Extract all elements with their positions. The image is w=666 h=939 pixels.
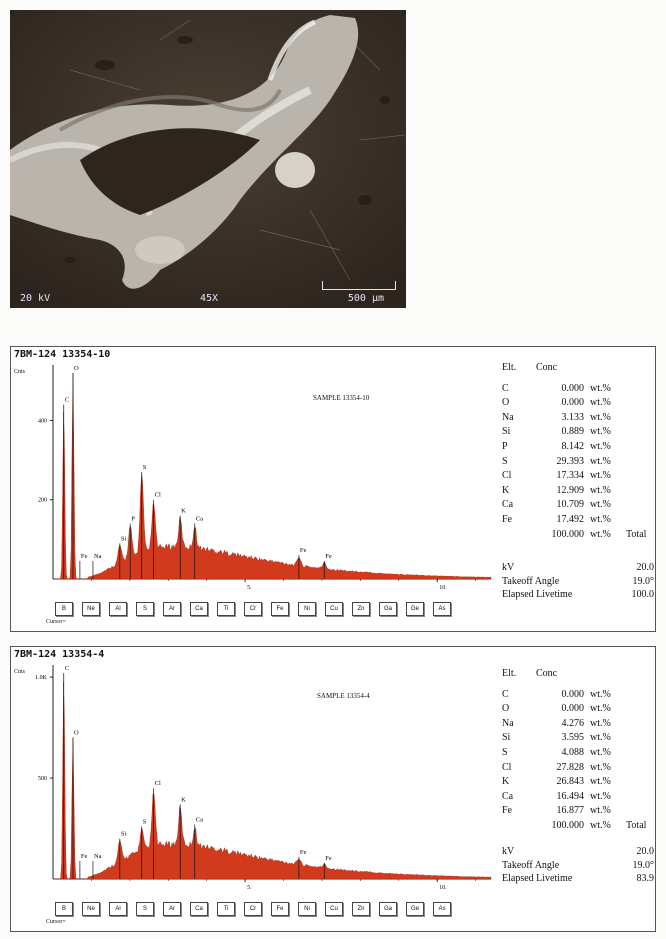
elt-header: Elt. — [502, 668, 517, 679]
eds-spectrum-chart — [11, 647, 501, 907]
conc-unit: wt.% — [590, 717, 611, 729]
table-row — [502, 702, 652, 717]
peak-label-c: C — [64, 665, 70, 673]
peak-label-na: Na — [93, 553, 102, 560]
param-value: 83.9 — [636, 873, 654, 884]
conc-unit: wt.% — [590, 688, 611, 700]
conc-value: 3.133 — [561, 411, 584, 423]
conc-unit: wt.% — [590, 776, 611, 788]
total-conc: 100.000 — [551, 819, 584, 831]
elt-header: Elt. — [502, 362, 517, 373]
element-button-zn[interactable]: Zn — [352, 902, 370, 916]
element-button-fe[interactable]: Fe — [271, 602, 289, 616]
element-symbol: C — [502, 688, 509, 700]
spectrum-fill — [53, 373, 491, 579]
table-header — [502, 361, 652, 376]
param-value: 20.0 — [636, 846, 654, 857]
conc-value: 17.492 — [556, 513, 584, 525]
cursor-readout: Cursor= — [46, 619, 66, 625]
element-button-ga[interactable]: Ga — [379, 902, 397, 916]
peak-label-fe: Fe — [299, 547, 307, 555]
y-tick-label: 500 — [38, 776, 47, 783]
element-button-ti[interactable]: Ti — [217, 902, 235, 916]
total-row — [502, 819, 652, 834]
element-button-cu[interactable]: Cu — [325, 602, 343, 616]
element-button-ge[interactable]: Ge — [406, 602, 424, 616]
eds-panel-1 — [10, 346, 656, 632]
peak-label-c: C — [64, 396, 70, 404]
conc-value: 4.276 — [561, 717, 584, 729]
param-value: 100.0 — [631, 589, 654, 600]
element-symbol: C — [502, 382, 509, 394]
total-label: Total — [626, 528, 647, 540]
conc-unit: wt.% — [590, 790, 611, 802]
peak-label-k: K — [181, 507, 186, 515]
spectrum-fill — [53, 682, 491, 879]
param-value: 20.0 — [636, 562, 654, 573]
element-button-as[interactable]: As — [433, 902, 451, 916]
table-row — [502, 455, 652, 470]
table-row — [502, 513, 652, 528]
element-symbol: P — [502, 440, 508, 452]
table-row — [502, 382, 652, 397]
x-tick-label: 10. — [439, 885, 447, 891]
table-row — [502, 731, 652, 746]
element-button-b[interactable]: B — [55, 602, 73, 616]
element-symbol: S — [502, 746, 508, 758]
conc-value: 27.828 — [556, 761, 584, 773]
conc-unit: wt.% — [590, 470, 611, 482]
element-symbol: S — [502, 455, 508, 467]
param-row — [502, 561, 654, 575]
element-button-ne[interactable]: Ne — [82, 902, 100, 916]
conc-unit: wt.% — [590, 426, 611, 438]
magnification-label: 45X — [200, 293, 219, 304]
sample-label: SAMPLE 13354-10 — [313, 394, 370, 402]
element-symbol: Cl — [502, 761, 512, 773]
x-tick-label: 10. — [439, 585, 447, 591]
peak-label-cl: Cl — [154, 780, 161, 788]
conc-header: Conc — [536, 668, 558, 679]
peak-label-si: Si — [120, 535, 127, 543]
conc-value: 0.889 — [561, 426, 584, 438]
element-symbol: Ca — [502, 499, 514, 511]
conc-value: 16.494 — [556, 790, 584, 802]
table-row — [502, 761, 652, 776]
scale-bar-label: 500 µm — [347, 293, 384, 304]
param-label: Takeoff Angle — [502, 859, 560, 871]
element-button-ar[interactable]: Ar — [163, 602, 181, 616]
element-button-ge[interactable]: Ge — [406, 902, 424, 916]
peak-label-cl: Cl — [154, 491, 161, 499]
conc-unit: wt.% — [590, 513, 611, 525]
total-row — [502, 528, 652, 543]
conc-value: 0.000 — [561, 382, 584, 394]
peak-label-o: O — [73, 729, 79, 737]
element-button-al[interactable]: Al — [109, 902, 127, 916]
acquisition-params — [502, 845, 654, 886]
sample-label: SAMPLE 13354-4 — [317, 692, 370, 700]
conc-value: 0.000 — [561, 688, 584, 700]
peak-label-si: Si — [120, 830, 127, 838]
y-axis-label: Cnts — [14, 369, 26, 375]
conc-value: 0.000 — [561, 397, 584, 409]
conc-value: 8.142 — [561, 440, 584, 452]
cursor-readout: Cursor= — [46, 919, 66, 925]
element-button-fe[interactable]: Fe — [271, 902, 289, 916]
conc-unit: wt.% — [590, 411, 611, 423]
element-symbol: Si — [502, 732, 511, 744]
element-button-cr[interactable]: Cr — [244, 602, 262, 616]
param-row — [502, 575, 654, 589]
y-tick-label: 400 — [38, 418, 47, 425]
param-row — [502, 859, 654, 873]
peak-label-fe: Fe — [80, 853, 88, 860]
table-row — [502, 411, 652, 426]
peak-label-k: K — [181, 796, 186, 804]
conc-unit: wt.% — [590, 382, 611, 394]
table-header — [502, 667, 652, 682]
peak-label-fe: Fe — [299, 848, 307, 856]
total-conc: 100.000 — [551, 528, 584, 540]
conc-unit: wt.% — [590, 805, 611, 817]
peak-label-ca: Ca — [195, 515, 204, 523]
conc-value: 3.595 — [561, 732, 584, 744]
element-symbol: Fe — [502, 805, 512, 817]
element-symbol: Fe — [502, 513, 512, 525]
acquisition-params — [502, 561, 654, 602]
element-button-cu[interactable]: Cu — [325, 902, 343, 916]
conc-unit: wt.% — [590, 746, 611, 758]
table-row — [502, 396, 652, 411]
param-label: Elapsed Livetime — [502, 589, 573, 600]
param-row — [502, 588, 654, 602]
x-tick-label: 5. — [247, 585, 252, 591]
conc-unit: wt.% — [590, 440, 611, 452]
conc-value: 0.000 — [561, 703, 584, 715]
conc-unit: wt.% — [590, 703, 611, 715]
element-button-zn[interactable]: Zn — [352, 602, 370, 616]
conc-unit: wt.% — [590, 484, 611, 496]
table-row — [502, 440, 652, 455]
element-button-ti[interactable]: Ti — [217, 602, 235, 616]
eds-panel-2 — [10, 646, 656, 932]
peak-label-s: S — [142, 464, 147, 471]
conc-unit: wt.% — [590, 499, 611, 511]
conc-value: 29.393 — [556, 455, 584, 467]
peak-label-o: O — [73, 364, 79, 372]
total-unit: wt.% — [590, 819, 611, 831]
total-label: Total — [626, 819, 647, 831]
conc-value: 17.334 — [556, 470, 584, 482]
table-row — [502, 804, 652, 819]
conc-value: 16.877 — [556, 805, 584, 817]
sem-micrograph — [10, 10, 406, 308]
element-button-ni[interactable]: Ni — [298, 602, 316, 616]
element-symbol: Na — [502, 411, 514, 423]
param-value: 19.0° — [632, 859, 654, 871]
element-symbol: K — [502, 484, 510, 496]
element-button-ga[interactable]: Ga — [379, 602, 397, 616]
element-button-al[interactable]: Al — [109, 602, 127, 616]
table-row — [502, 484, 652, 499]
concentration-table — [502, 361, 652, 542]
eds-spectrum-chart — [11, 347, 501, 607]
element-button-b[interactable]: B — [55, 902, 73, 916]
peak-label-p: P — [131, 515, 135, 523]
conc-value: 4.088 — [561, 746, 584, 758]
conc-value: 26.843 — [556, 776, 584, 788]
y-axis-label: Cnts — [14, 669, 26, 675]
conc-unit: wt.% — [590, 455, 611, 467]
scale-bar — [322, 281, 396, 290]
element-button-cr[interactable]: Cr — [244, 902, 262, 916]
param-row — [502, 872, 654, 886]
conc-unit: wt.% — [590, 732, 611, 744]
table-row — [502, 790, 652, 805]
conc-value: 12.909 — [556, 484, 584, 496]
panel-title: 7BM-124 13354-4 — [14, 649, 105, 660]
element-button-as[interactable]: As — [433, 602, 451, 616]
element-symbol: Si — [502, 426, 511, 438]
peak-label-s: S — [142, 818, 147, 826]
table-row — [502, 775, 652, 790]
element-button-ni[interactable]: Ni — [298, 902, 316, 916]
fiber-image — [10, 10, 406, 308]
table-row — [502, 425, 652, 440]
conc-value: 10.709 — [556, 499, 584, 511]
element-symbol: K — [502, 776, 510, 788]
conc-unit: wt.% — [590, 761, 611, 773]
peak-label-fe: Fe — [325, 854, 332, 862]
table-row — [502, 746, 652, 761]
element-symbol: Na — [502, 717, 514, 729]
element-button-bar — [55, 602, 460, 616]
table-row — [502, 469, 652, 484]
table-row — [502, 717, 652, 732]
element-button-ar[interactable]: Ar — [163, 902, 181, 916]
total-unit: wt.% — [590, 528, 611, 540]
param-label: kV — [502, 562, 515, 573]
peak-label-fe: Fe — [325, 553, 332, 561]
element-button-ne[interactable]: Ne — [82, 602, 100, 616]
conc-unit: wt.% — [590, 397, 611, 409]
param-row — [502, 845, 654, 859]
voltage-label: 20 kV — [20, 293, 51, 304]
param-label: kV — [502, 846, 515, 857]
peak-label-na: Na — [93, 853, 102, 860]
element-button-ca[interactable]: Ca — [190, 602, 208, 616]
element-button-bar — [55, 902, 460, 916]
element-button-s[interactable]: S — [136, 602, 154, 616]
y-tick-label: 1.0K — [35, 675, 47, 682]
y-tick-label: 200 — [38, 497, 47, 504]
conc-header: Conc — [536, 362, 558, 373]
param-label: Elapsed Livetime — [502, 873, 573, 884]
concentration-table — [502, 667, 652, 834]
element-button-s[interactable]: S — [136, 902, 154, 916]
table-row — [502, 688, 652, 703]
peak-label-ca: Ca — [195, 816, 204, 824]
param-value: 19.0° — [632, 575, 654, 587]
element-symbol: O — [502, 703, 510, 715]
peak-label-fe: Fe — [80, 553, 88, 560]
x-tick-label: 5. — [247, 885, 252, 891]
param-label: Takeoff Angle — [502, 575, 560, 587]
element-symbol: Ca — [502, 790, 514, 802]
panel-title: 7BM-124 13354-10 — [14, 349, 111, 360]
element-button-ca[interactable]: Ca — [190, 902, 208, 916]
table-row — [502, 498, 652, 513]
element-symbol: Cl — [502, 470, 512, 482]
element-symbol: O — [502, 397, 510, 409]
